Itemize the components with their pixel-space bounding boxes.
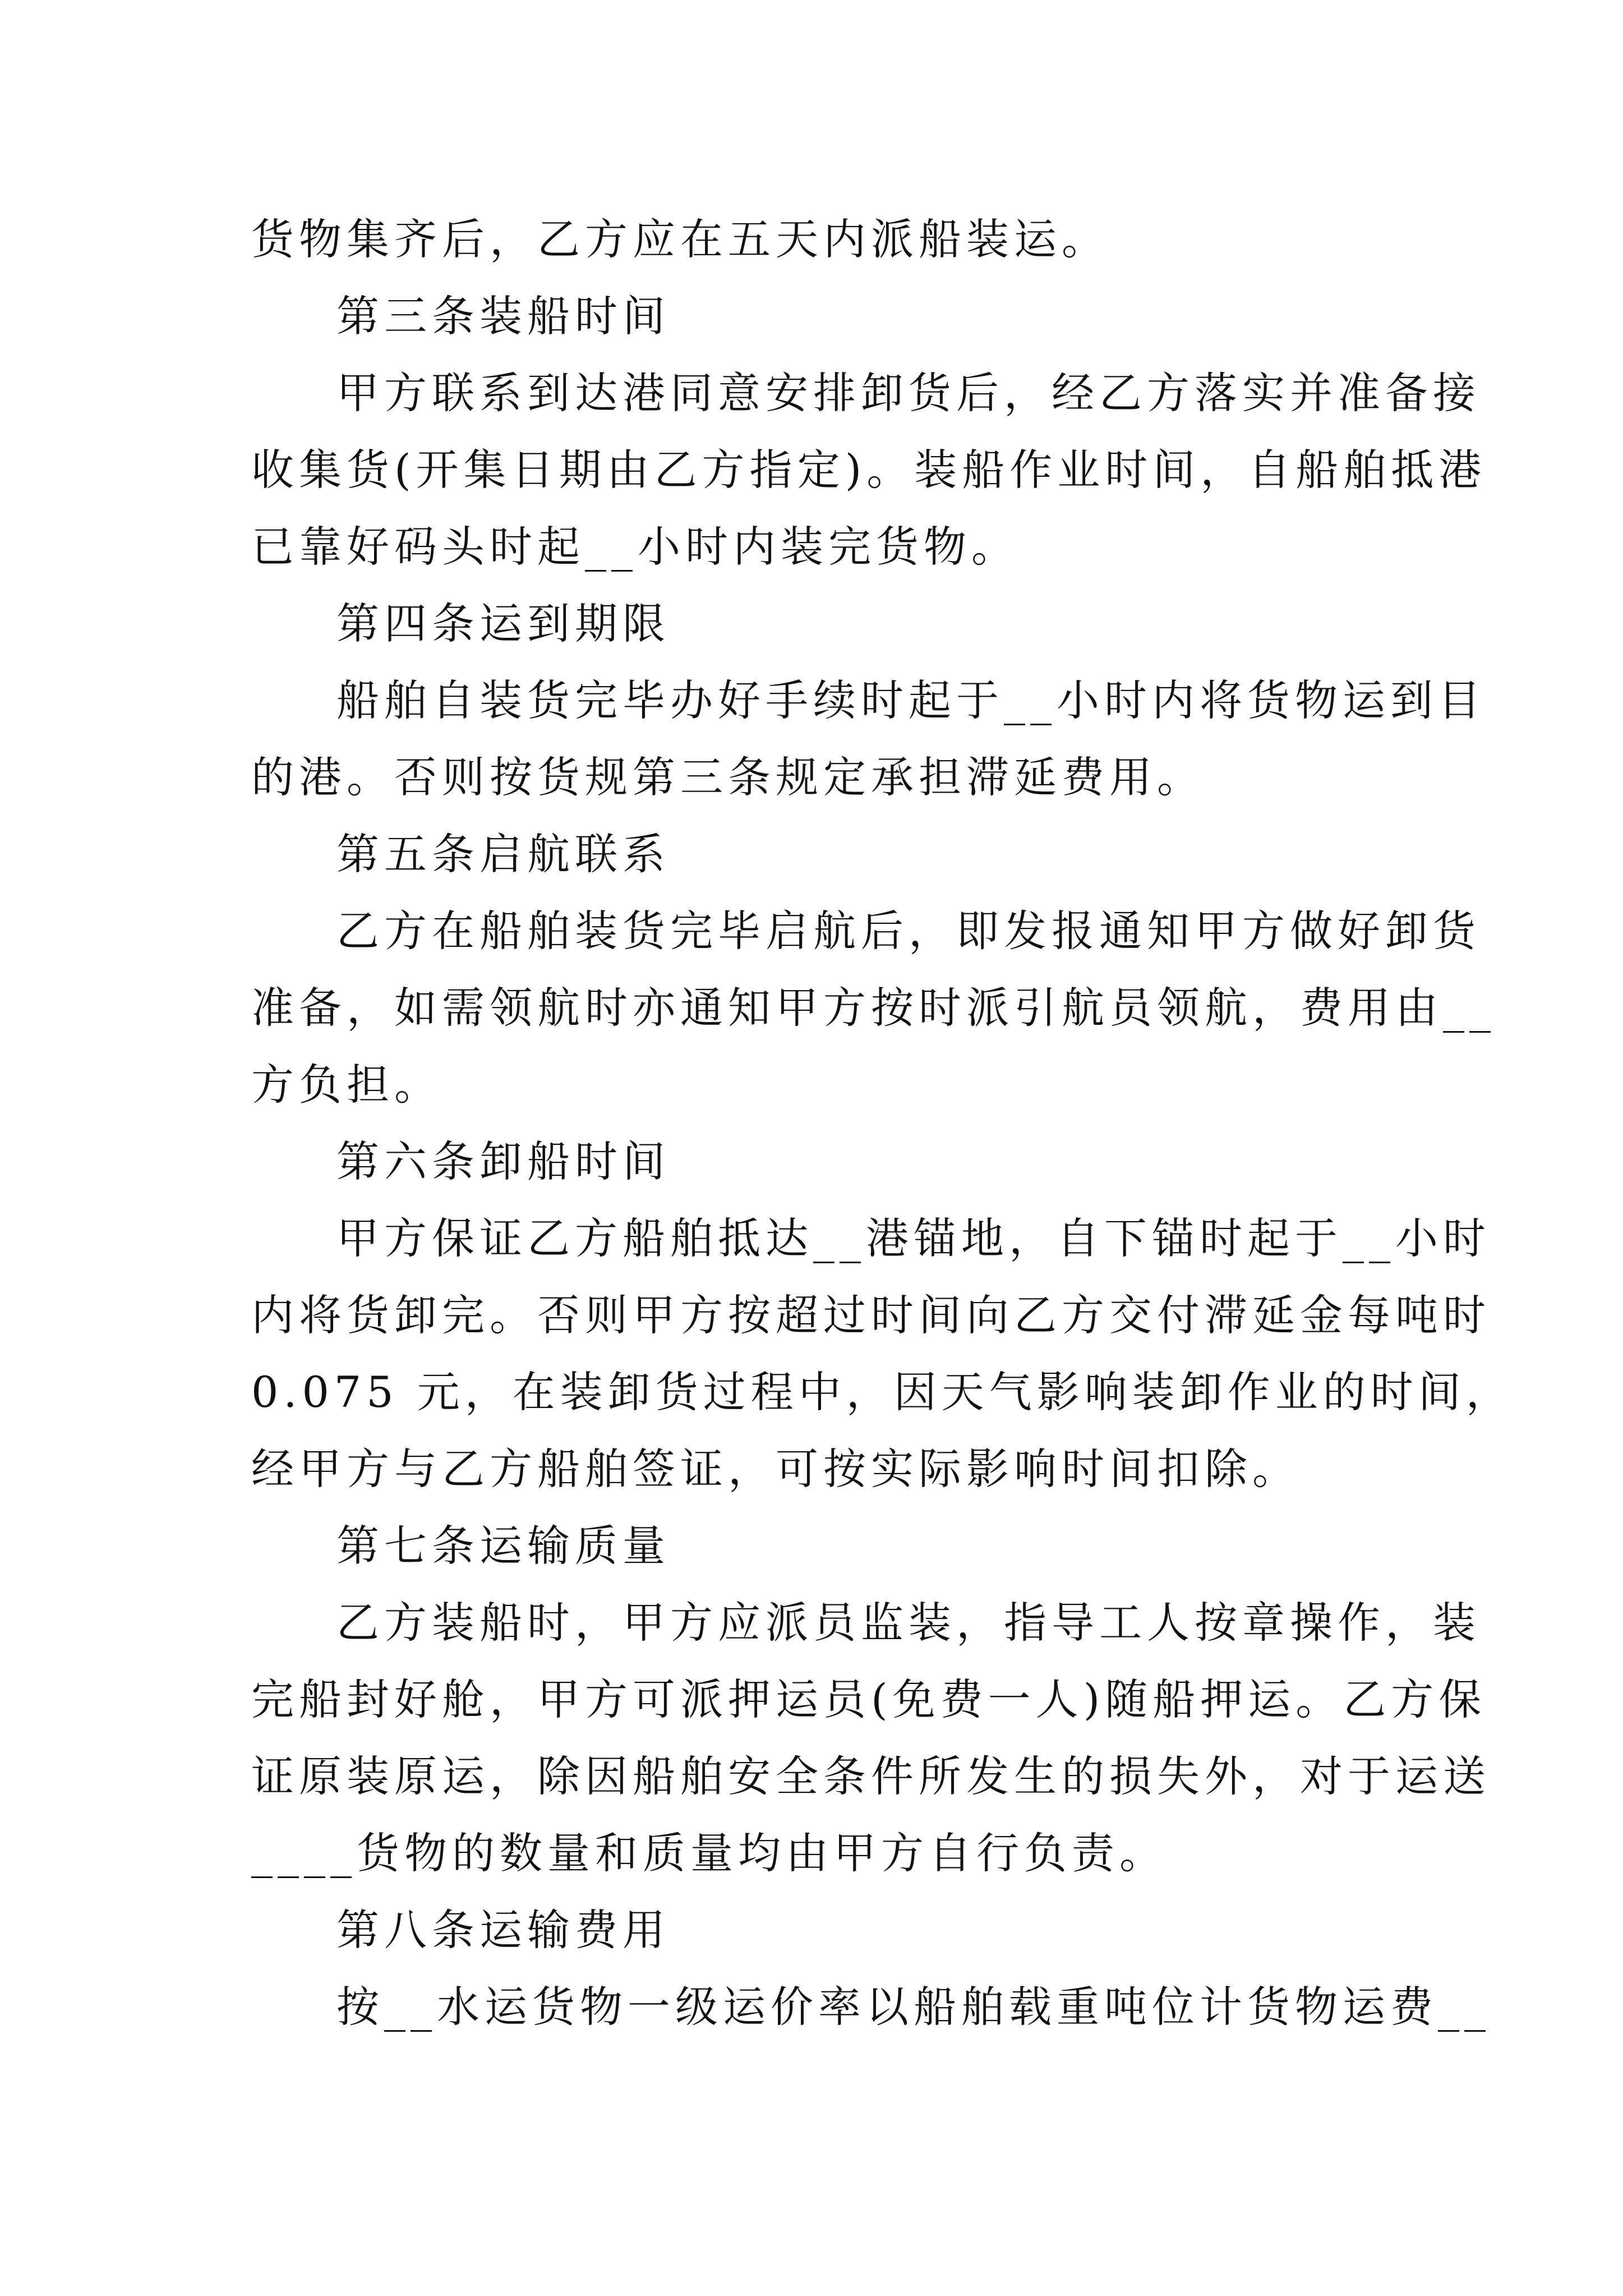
paragraph-line: 乙方装船时，甲方应派员监装，指导工人按章操作，装 — [336, 1598, 1481, 1648]
paragraph-line: 经甲方与乙方船舶签证，可按实际影响时间扣除。 — [251, 1444, 1300, 1494]
paragraph-line: 准备，如需领航时亦通知甲方按时派引航员领航，费用由__ — [251, 983, 1496, 1033]
paragraph-line: 已靠好码头时起__小时内装完货物。 — [251, 522, 1019, 572]
section-heading-6: 第六条卸船时间 — [336, 1137, 670, 1186]
section-heading-5: 第五条启航联系 — [336, 829, 670, 879]
paragraph-line: 完船封好舱，甲方可派押运员(免费一人)随船押运。乙方保 — [251, 1674, 1487, 1724]
paragraph-line: 内将货卸完。否则甲方按超过时间向乙方交付滞延金每吨时 — [251, 1290, 1491, 1340]
section-heading-4: 第四条运到期限 — [336, 599, 670, 648]
section-heading-3: 第三条装船时间 — [336, 291, 670, 341]
paragraph-line: 0.075 元，在装卸货过程中，因天气影响装卸作业的时间， — [251, 1367, 1514, 1417]
paragraph-line: ____货物的数量和质量均由甲方自行负责。 — [251, 1828, 1167, 1878]
paragraph-line: 按__水运货物一级运价率以船舶载重吨位计货物运费__ — [336, 1982, 1491, 2032]
section-heading-8: 第八条运输费用 — [336, 1905, 670, 1955]
paragraph-line: 方负担。 — [251, 1060, 442, 1110]
paragraph-line: 甲方联系到达港同意安排卸货后，经乙方落实并准备接 — [336, 368, 1481, 418]
section-heading-7: 第七条运输质量 — [336, 1521, 670, 1571]
paragraph-line: 收集货(开集日期由乙方指定)。装船作业时间，自船舶抵港 — [251, 445, 1487, 495]
document-body — [251, 201, 1514, 2045]
paragraph-line: 的港。否则按货规第三条规定承担滞延费用。 — [251, 752, 1205, 802]
paragraph-line: 证原装原运，除因船舶安全条件所发生的损失外，对于运送 — [251, 1751, 1491, 1801]
paragraph-line: 货物集齐后，乙方应在五天内派船装运。 — [251, 214, 1109, 264]
paragraph-line: 船舶自装货完毕办好手续时起于__小时内将货物运到目 — [336, 675, 1486, 725]
paragraph-line: 乙方在船舶装货完毕启航后，即发报通知甲方做好卸货 — [336, 906, 1481, 956]
paragraph-line: 甲方保证乙方船舶抵达__港锚地，自下锚时起于__小时 — [336, 1213, 1491, 1263]
